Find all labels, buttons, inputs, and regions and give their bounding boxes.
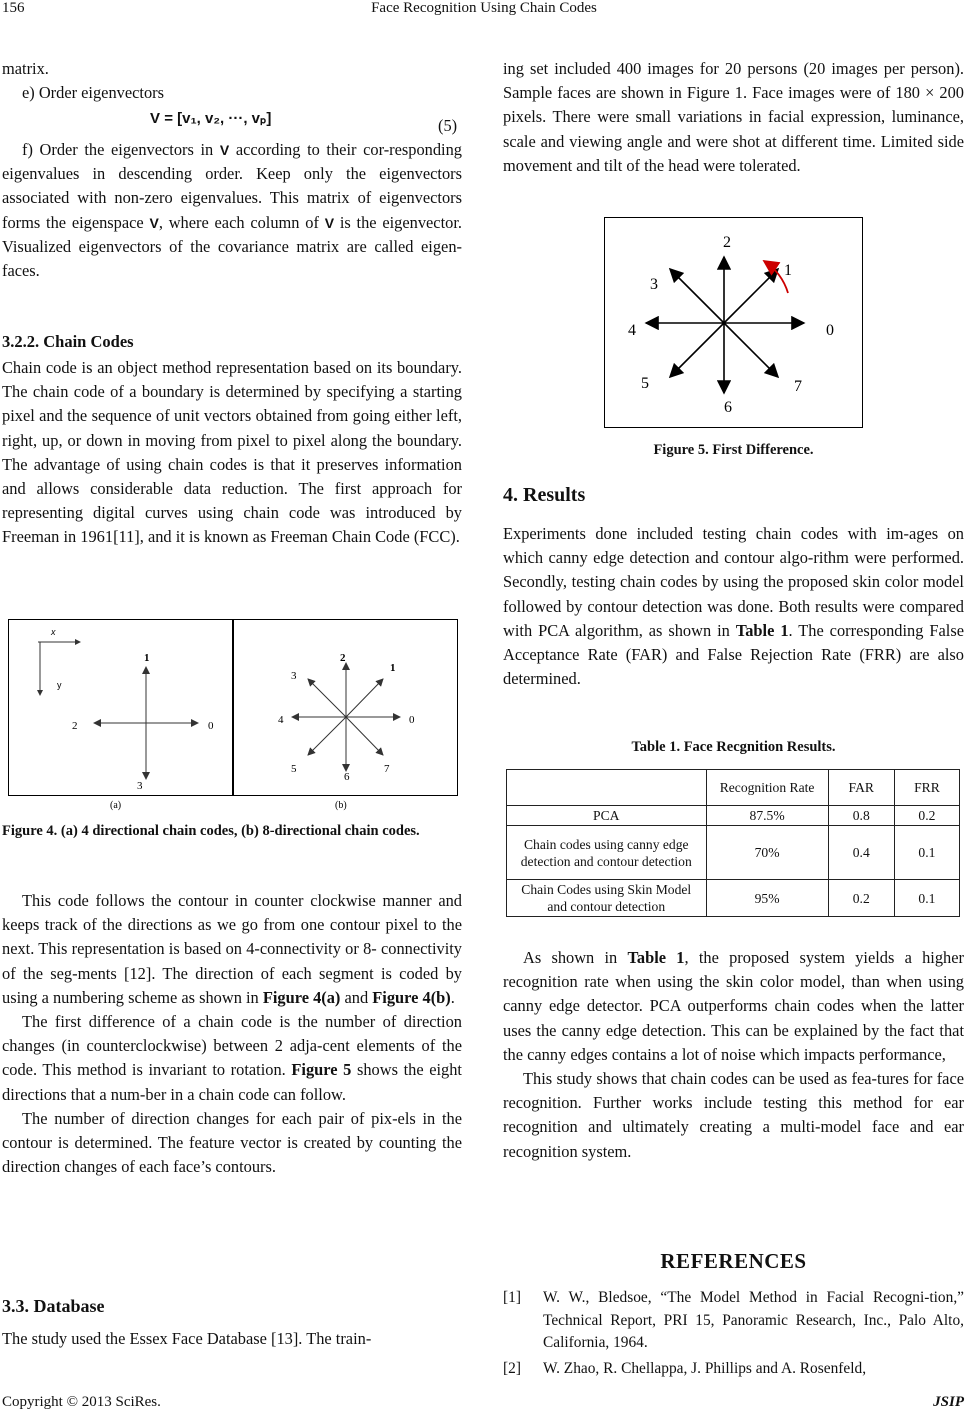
paragraph-number-changes: The number of direction changes for each pair of pix-els in the contour is determined. The feature vector is created by counting the direction changes of each face’s contours. <box>2 1108 462 1177</box>
reference-number: [2] <box>503 1360 521 1377</box>
table-cell: 0.1 <box>894 880 959 917</box>
fig5-arrow-1 <box>724 269 778 323</box>
table-cell: 0.4 <box>828 826 894 880</box>
inline-v-symbol: V <box>324 214 335 231</box>
table-header-cell: Recognition Rate <box>706 770 828 806</box>
table-header-cell: FRR <box>894 770 959 806</box>
reference-text: W. Zhao, R. Chellappa, J. Phillips and A. Rosenfeld, <box>543 1360 867 1377</box>
as-shown-text-2: , the proposed system yields a higher recognition rate when using the skin color model, than when using canny edge detector. PCA outperforms chain codes when the latter uses the canny edge detection. This can be explained by the fact that the canny edges contains a lot of noise which impacts performance, <box>503 948 964 1064</box>
table-row <box>507 826 960 880</box>
ref-figure-5[interactable]: Figure 5 <box>291 1060 352 1080</box>
fig4a-sublabel: (a) <box>110 800 122 811</box>
table-cell: 70% <box>706 826 828 880</box>
fig5-label-7: 7 <box>794 378 802 395</box>
as-shown-text-1: As shown in <box>523 948 618 967</box>
ref-figure-4a[interactable]: Figure 4(a) <box>262 987 341 1007</box>
running-head <box>0 0 968 22</box>
reference-2 <box>503 1358 964 1382</box>
chain-code-paragraph <box>2 356 462 550</box>
table-row <box>507 880 960 917</box>
fig4b-label-0: 0 <box>409 714 415 726</box>
section-heading-results: 4. Results <box>503 484 586 506</box>
paragraph-matrix: matrix. <box>2 59 49 78</box>
database-paragraph: The study used the Essex Face Database [13]. The train- <box>2 1329 372 1348</box>
fig4a-y-label: y <box>57 680 62 690</box>
figure-4-caption: Figure 4. (a) 4 directional chain codes, (b) 8-directional chain codes. <box>2 823 420 839</box>
step-f-text-4: is the eigenvector. Visualized eigenvectors of the covariance matrix are called eigen-faces. <box>2 212 462 281</box>
table-cell: 87.5% <box>706 806 828 826</box>
step-f-text-3: , where each column of <box>158 212 319 232</box>
follows-text-3: . <box>450 987 455 1007</box>
fig4b-label-4: 4 <box>278 714 284 726</box>
table-cell: Chain Codes using Skin Model and contour detection <box>507 880 707 917</box>
fig4a-label-1: 1 <box>144 652 150 664</box>
section-heading-chain-codes: 3.2.2. Chain Codes <box>2 332 134 351</box>
fig4a-label-2: 2 <box>72 720 78 732</box>
table-cell: Chain codes using canny edge detection and contour detection <box>507 826 707 880</box>
first-diff-text-1: The first difference of a chain code is the number of direction changes (in counterclockwise) between 2 adja-cent elements of the code. This method is invariant to rotation. <box>2 1012 462 1080</box>
results-table <box>506 769 960 917</box>
section-heading-database: 3.3. Database <box>2 1296 105 1316</box>
figure-5-caption: Figure 5. First Difference. <box>653 442 814 458</box>
results-text-2: . The corresponding False Acceptance Rate (FAR) and False Rejection Rate (FRR) are also determined. <box>503 620 964 689</box>
fig5-label-0: 0 <box>826 322 834 339</box>
eq-elements: [v₁, v₂, ···, vₚ] <box>177 110 272 127</box>
references-heading: REFERENCES <box>660 1249 807 1273</box>
first-diff-text-2: shows the eight directions that a num-ber in a chain code can follow. <box>2 1060 462 1104</box>
table-cell: 0.8 <box>828 806 894 826</box>
reference-number: [1] <box>503 1289 521 1306</box>
paragraph-follows <box>2 889 462 1010</box>
copyright-notice: Copyright © 2013 SciRes. <box>2 1394 161 1410</box>
right-column-discussion <box>503 946 964 1164</box>
step-f-paragraph <box>2 138 462 283</box>
table-cell: PCA <box>507 806 707 826</box>
training-paragraph: ing set included 400 images for 20 persons (20 images per person). Sample faces are shown in Figure 1. Face images were of 180 × 200 pixels. There were small variations in facial expression, luminance, scale and viewing angle and were shot at different time. Limited side movement and tilt of the head were tolerated. <box>503 59 964 175</box>
fig4a-label-3: 3 <box>137 780 143 792</box>
fig5-label-3: 3 <box>650 276 658 293</box>
eq-v-symbol: V <box>150 110 161 127</box>
table-1-caption: Table 1. Face Recgnition Results. <box>631 739 836 755</box>
page-footer <box>2 1394 964 1411</box>
step-f-text-2: according to their cor-responding eigenvalues in descending order. Keep only the eigenvectors associated with non-zero eigenvalues. This matrix of eigenvectors forms the eigenspace <box>2 140 462 232</box>
results-paragraph <box>503 522 964 691</box>
fig5-label-1: 1 <box>784 262 792 279</box>
fig4b-arrow-7 <box>346 717 383 755</box>
table-row <box>507 806 960 826</box>
table-cell: 0.2 <box>828 880 894 917</box>
ref-figure-4b[interactable]: Figure 4(b) <box>372 987 451 1007</box>
fig5-label-5: 5 <box>641 375 649 392</box>
fig4b-label-6: 6 <box>344 771 350 783</box>
fig5-label-6: 6 <box>724 399 732 416</box>
paragraph-as-shown <box>503 946 964 1067</box>
follows-text-2: and <box>344 987 369 1007</box>
paragraph-study: This study shows that chain codes can be used as fea-tures for face recognition. Further works include testing this method for ear recognition and ultimately creating a multi-model face and ear recognition system. <box>503 1069 964 1161</box>
table-cell: 0.2 <box>894 806 959 826</box>
left-column-bottom <box>2 889 462 1179</box>
inline-v-symbol: V <box>219 142 230 158</box>
reference-1 <box>503 1287 964 1357</box>
equation-number: (5) <box>438 116 458 135</box>
fig4b-arrow-3 <box>308 679 346 717</box>
inline-v-symbol: V <box>149 214 159 231</box>
fig4a-x-label: x <box>51 627 56 637</box>
follows-text-1: This code follows the contour in counter clockwise manner and keeps track of the directions as we go from one contour pixel to the next. This representation is based on 4-connectivity or 8- connectivity of the seg-ments [12]. The direction of each segment is coded by using a numbering scheme as shown in <box>2 891 462 1007</box>
ref-table-1[interactable]: Table 1 <box>735 620 789 640</box>
journal-abbrev: JSIP <box>933 1394 964 1410</box>
fig5-arrow-3 <box>670 269 724 323</box>
table-header-cell <box>507 770 707 806</box>
equation-5 <box>150 109 271 127</box>
fig5-arrow-5 <box>670 323 724 377</box>
figure-4 <box>8 619 460 811</box>
chain-code-text: Chain code is an object method representation based on its boundary. The chain code of a boundary is determined by specifying a starting pixel and the sequence of unit vectors obtained from going either left, right, up, or down in moving from pixel to pixel along the boundary. The advantage of using chain codes is that it preserves information and allows considerable data reduction. The first approach for representing digital curves using chain code was introduced by Freeman in 1961[11], and it is known as Freeman Chain Code (FCC). <box>2 358 462 547</box>
reference-text: W. W., Bledsoe, “The Model Method in Facial Recogni-tion,” Technical Report, PRI 15, Panoramic Research, Inc., Palo Alto, California, 1964. <box>543 1289 964 1351</box>
eq-equals: = <box>164 110 173 127</box>
fig5-label-2: 2 <box>723 234 731 251</box>
left-column-top <box>2 57 462 105</box>
results-text-1: Experiments done included testing chain codes with im-ages on which canny edge detection and contour algo-rithm were performed. Secondly, testing chain codes by using the proposed skin color model followed by contour detection was done. Both results were compared with PCA algorithm, as shown in <box>503 524 964 640</box>
fig5-arrow-7 <box>724 323 778 377</box>
ref-table-1[interactable]: Table 1 <box>627 948 685 967</box>
fig4b-arrow-1 <box>346 679 383 717</box>
fig4b-label-5: 5 <box>291 763 297 775</box>
fig4a-frame <box>9 620 233 796</box>
fig4b-label-3: 3 <box>291 670 297 682</box>
fig4b-label-1: 1 <box>390 662 396 674</box>
fig4b-sublabel: (b) <box>335 800 347 811</box>
table-cell: 0.1 <box>894 826 959 880</box>
table-header-cell: FAR <box>828 770 894 806</box>
step-f-text-1: f) Order the eigenvectors in <box>22 140 214 159</box>
fig4b-arrow-5 <box>308 717 346 755</box>
table-header-row <box>507 770 960 806</box>
page-number: 156 <box>2 0 25 16</box>
fig4a-label-0: 0 <box>208 720 214 732</box>
fig4b-label-7: 7 <box>384 763 390 775</box>
paragraph-first-difference <box>2 1010 462 1107</box>
figure-5 <box>604 217 864 429</box>
fig4b-label-2: 2 <box>340 652 346 664</box>
step-e: e) Order eigenvectors <box>22 83 164 103</box>
journal-running-title: Face Recognition Using Chain Codes <box>371 0 597 16</box>
table-cell: 95% <box>706 880 828 917</box>
fig5-label-4: 4 <box>628 322 636 339</box>
